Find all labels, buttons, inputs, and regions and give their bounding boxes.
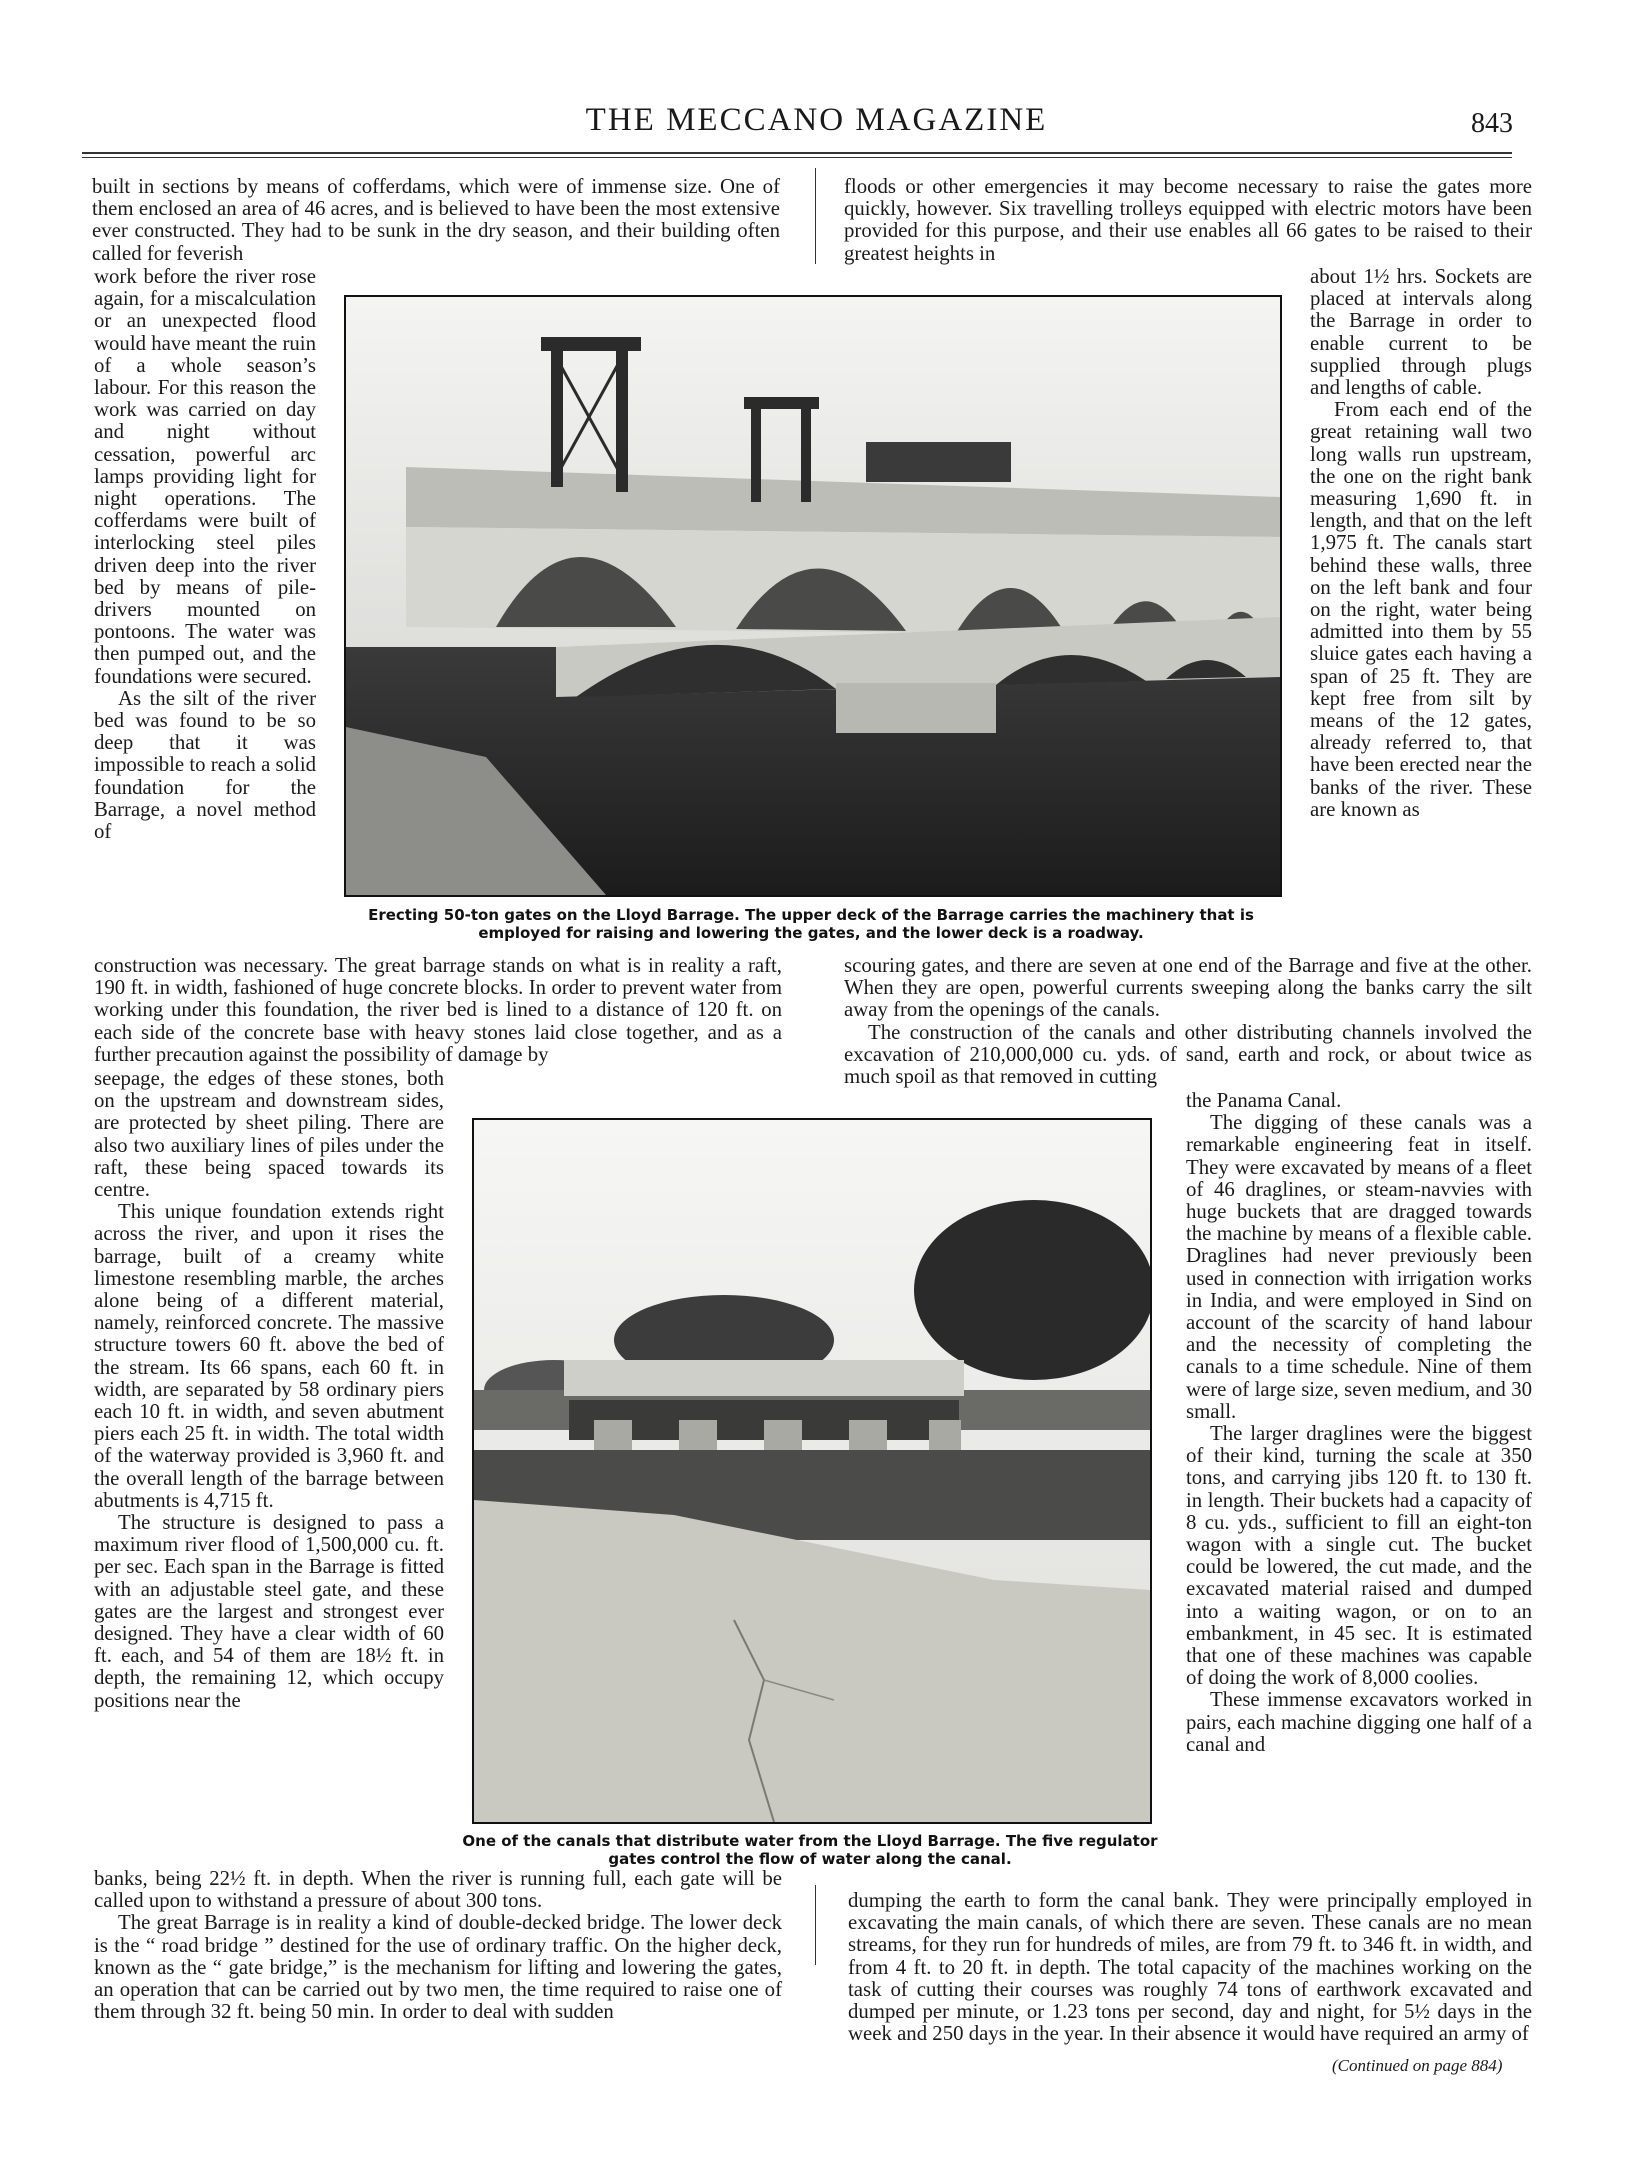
paragraph: The digging of these canals was a remarkable engineering feat in itself. They were excavated by means of a fleet of 46 draglines, or steam-navvies with huge buckets that are dragged towards the machine by means of a flexible cable. Draglines had never previously been used in connection with irrigation works in India, and were employed in Sind on account of the scarcity of hand labour and the necessity of completing the canals to a time schedule. Nine of them were of large size, seven medium, and 30 small. (1186, 1111, 1532, 1423)
column2-bottom-text (848, 1890, 1532, 2045)
paragraph: work before the river rose again, for a miscalculation or an unexpected flood would have meant the ruin of a whole season’s labour. For this reason the work was carried on day and night without cessation, powerful arc lamps providing light for night operations. The cofferdams were built of interlocking steel piles driven deep into the river bed by means of pile-drivers mounted on pontoons. The water was then pumped out, and the foundations were secured. (94, 266, 316, 688)
paragraph: the Panama Canal. (1186, 1090, 1342, 1112)
paragraph: about 1½ hrs. Sockets are placed at intervals along the Barrage in order to enable current to be supplied through plugs and lengths of cable. (1310, 266, 1532, 400)
paragraph: These immense excavators worked in pairs, each machine digging one half of a canal and (1186, 1688, 1532, 1756)
paragraph: The larger draglines were the biggest of their kind, turning the scale at 350 tons, and carrying jibs 120 ft. to 130 ft. in length. Their buckets had a capacity of 8 cu. yds., sufficient to fill an eight-ton wagon with a single cut. The bucket could be lowered, the cut made, and the excavated material raised and dumped into a waiting wagon, or on to an embankment, in 45 sec. It is estimated that one of these machines was capable of doing the work of 8,000 coolies. (1186, 1422, 1532, 1690)
column2-top-text (844, 176, 1532, 265)
paragraph: From each end of the great retaining wall two long walls run upstream, the one on the right bank measuring 1,690 ft. in length, and that on the left 1,975 ft. The canals start behind these walls, three on the left bank and four on the right, water being admitted into them by 55 sluice gates each having a span of 25 ft. They are kept free from silt by means of the 12 gates, already referred to, that have been erected near the banks of the river. These are known as (1310, 398, 1532, 821)
paragraph: The structure is designed to pass a maximum river flood of 1,500,000 cu. ft. per sec. Each span in the Barrage is fitted with an adjustable steel gate, and these gates are the largest and strongest ever designed. They have a clear width of 60 ft. each, and 54 of them are 18½ ft. in depth, the remaining 12, which occupy positions near the (94, 1511, 444, 1712)
paragraph: scouring gates, and there are seven at one end of the Barrage and five at the other. When they are open, powerful currents sweeping along the banks carry the silt away from the openings of the canals. (844, 954, 1532, 1022)
left-narrow-text-2 (94, 1068, 444, 1854)
paragraph: banks, being 22½ ft. in depth. When the river is running full, each gate will be called upon to withstand a pressure of about 300 tons. (94, 1867, 782, 1913)
paragraph: construction was necessary. The great barrage stands on what is in reality a raft, 190 ft. in width, fashioned of huge concrete blocks. In order to prevent water from working under this foundation, the river bed is lined to a distance of 120 ft. on each side of the concrete base with heavy stones laid close together, and as a further precaution against the possibility of damage by (94, 954, 782, 1066)
column-divider-top (815, 168, 816, 264)
paragraph: dumping the earth to form the canal bank. They were principally employed in excavating the main canals, of which there are seven. These canals are no mean streams, for they run for hundreds of miles, are from 79 ft. to 346 ft. in width, and from 4 ft. to 20 ft. in depth. The total capacity of the machines working on the task of cutting their courses was roughly 74 tons of earthwork excavated and dumped per minute, or 1.23 tons per second, day and night, for 5½ days in the week and 250 days in the year. In their absence it would have required an army of (848, 1889, 1532, 2046)
continued-note: (Continued on page 884) (1332, 2056, 1503, 2075)
column1-top-text (92, 176, 780, 265)
left-narrow-text-1 (94, 266, 316, 950)
column1-middle-text (94, 955, 782, 1066)
canal-regulator-photo (472, 1118, 1152, 1824)
paragraph: floods or other emergencies it may become necessary to raise the gates more quickly, however. Six travelling trolleys equipped with electric motors have been provided for this purpose, and their use enables all 66 gates to be raised to their greatest heights in (844, 175, 1532, 265)
right-narrow-text-2 (1186, 1090, 1532, 1888)
header-rule (82, 152, 1512, 154)
right-narrow-text-1 (1310, 266, 1532, 950)
canal-photo-illustration (474, 1120, 1150, 1822)
column1-bottom-text (94, 1868, 782, 2023)
paragraph: built in sections by means of cofferdams, which were of immense size. One of them enclosed an area of 46 acres, and is believed to have been the most extensive ever constructed. They had to be sunk in the dry season, and their building often called for feverish (92, 175, 780, 265)
column2-middle-text (844, 955, 1532, 1088)
photo1-caption: Erecting 50-ton gates on the Lloyd Barrage. The upper deck of the Barrage carries the machinery that is employed for raising and lowering the gates, and the lower deck is a roadway. (368, 906, 1254, 942)
page-number: 843 (1471, 108, 1513, 139)
paragraph: This unique foundation extends right across the river, and upon it rises the barrage, built of a creamy white limestone resembling marble, the arches alone being of a different material, namely, reinforced concrete. The massive structure towers 60 ft. above the bed of the stream. Its 66 spans, each 60 ft. in width, are separated by 58 ordinary piers each 10 ft. in width, and seven abutment piers each 25 ft. in width. The total width of the waterway provided is 3,960 ft. and the overall length of the barrage between abutments is 4,715 ft. (94, 1200, 444, 1512)
magazine-title: THE MECCANO MAGAZINE (585, 102, 1048, 138)
photo2-caption: One of the canals that distribute water from the Lloyd Barrage. The five regulator gates control the flow of water along the canal. (462, 1832, 1158, 1868)
paragraph: As the silt of the river bed was found to be so deep that it was impossible to reach a solid foundation for the Barrage, a novel method of (94, 686, 316, 844)
header-rule-thin (82, 157, 1512, 158)
barrage-photo-illustration (346, 297, 1280, 895)
column-divider-bottom (815, 1885, 816, 1965)
paragraph: The construction of the canals and other distributing channels involved the excavation of 210,000,000 cu. yds. of sand, earth and rock, or about twice as much spoil as that removed in cutting (844, 1020, 1532, 1089)
paragraph: The great Barrage is in reality a kind of double-decked bridge. The lower deck is the “ road bridge ” destined for the use of ordinary traffic. On the higher deck, known as the “ gate bridge,” is the mechanism for lifting and lowering the gates, an operation that can be carried out by two men, the time required to raise one of them through 32 ft. being 50 min. In order to deal with sudden (94, 1911, 782, 2024)
barrage-construction-photo (344, 295, 1282, 897)
paragraph: seepage, the edges of these stones, both on the upstream and downstream sides, are protected by sheet piling. There are also two auxiliary lines of piles under the raft, these being spaced towards its centre. (94, 1068, 444, 1202)
